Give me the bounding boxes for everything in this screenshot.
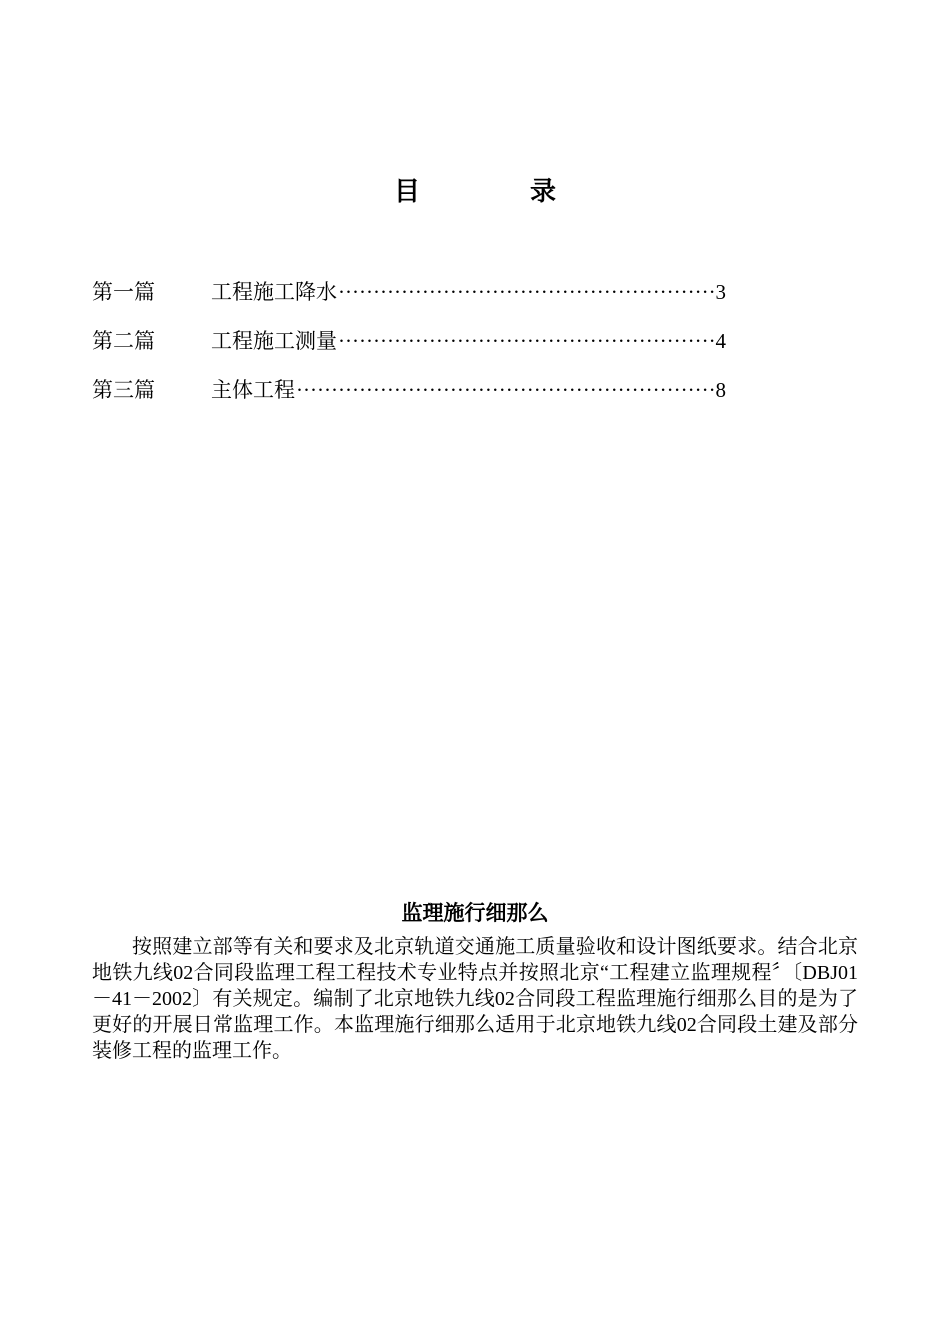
toc-entry-name: 工程施工降水: [211, 280, 337, 304]
toc-entry-page: 3: [715, 280, 726, 304]
toc-title: [0, 172, 950, 212]
toc-entry-part: 第三篇: [92, 378, 155, 402]
toc-entry-name: 主体工程: [211, 378, 295, 402]
section-heading: 监理施行细那么: [401, 901, 549, 925]
toc-entry[interactable]: [92, 274, 726, 323]
toc-entry[interactable]: [92, 323, 726, 372]
toc-dot-leader: [338, 323, 715, 359]
toc-dot-leader: [338, 274, 715, 310]
toc-entry-page: 4: [715, 329, 726, 353]
toc-entry-page: 8: [715, 378, 726, 402]
toc-dot-leader: [296, 372, 715, 408]
toc-title-char-2: 录: [530, 177, 557, 207]
toc-entry-name: 工程施工测量: [211, 329, 337, 353]
toc-title-char-1: 目: [393, 177, 420, 207]
section-body-paragraph: 按照建立部等有关和要求及北京轨道交通施工质量验收和设计图纸要求。结合北京地铁九线02合同段监理工程工程技术专业特点并按照北京“工程建立监理规程〞〔DBJ01－41－2002〕有关规定。编制了北京地铁九线02合同段工程监理施行细那么目的是为了更好的开展日常监理工作。本监理施行细那么适用于北京地铁九线02合同段土建及部分装修工程的监理工作。: [92, 936, 858, 1062]
toc-entry-part: 第二篇: [92, 329, 155, 353]
toc-list: [92, 274, 726, 421]
toc-entry-part: 第一篇: [92, 280, 155, 304]
toc-entry[interactable]: [92, 372, 726, 421]
